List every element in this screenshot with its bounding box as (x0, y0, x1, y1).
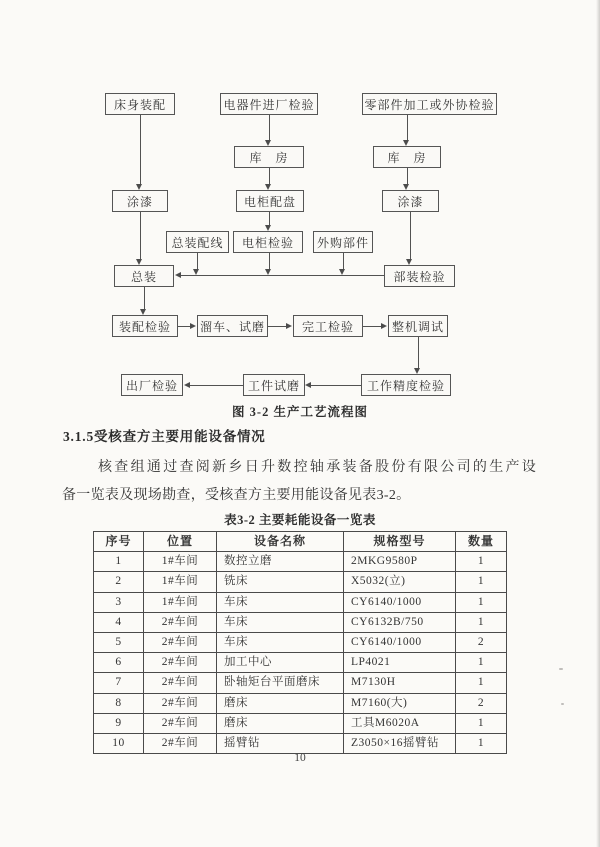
table-cell: 8 (94, 693, 144, 713)
table-cell: 数控立磨 (217, 552, 344, 572)
table-cell: 铣床 (217, 572, 344, 592)
arrow-down-icon (414, 368, 420, 374)
table-cell: 2#车间 (144, 612, 217, 632)
table-row (94, 572, 507, 592)
flow-node-assembly-inspection: 装配检验 (112, 315, 178, 337)
table-cell: 工具M6020A (344, 713, 456, 733)
flow-connector (311, 385, 361, 386)
flow-connector (363, 326, 381, 327)
table-cell: 2 (94, 572, 144, 592)
table-cell: 9 (94, 713, 144, 733)
table-cell: 车床 (217, 632, 344, 652)
table-cell: CY6140/1000 (344, 632, 456, 652)
paragraph-line: 核查组通过查阅新乡日升数控轴承装备股份有限公司的生产设 (98, 460, 539, 475)
flow-connector (190, 385, 243, 386)
table-row (94, 653, 507, 673)
table-cell: 1 (456, 612, 507, 632)
table-header-row (94, 532, 507, 552)
table-cell: LP4021 (344, 653, 456, 673)
flow-connector (268, 326, 286, 327)
arrow-down-icon (140, 309, 146, 315)
flow-node-paint-right: 涂漆 (382, 190, 439, 212)
flow-connector (269, 115, 270, 140)
table-row (94, 673, 507, 693)
flow-connector (418, 337, 419, 368)
arrow-down-icon (265, 140, 271, 146)
table-row (94, 693, 507, 713)
table-cell: 1 (94, 552, 144, 572)
table-cell: M7160(大) (344, 693, 456, 713)
table-row (94, 612, 507, 632)
arrow-right-icon (190, 323, 196, 329)
table-cell: 1 (456, 733, 507, 753)
table-cell: M7130H (344, 673, 456, 693)
table-header-cell: 设备名称 (217, 532, 344, 552)
table-cell: CY6132B/750 (344, 612, 456, 632)
table-cell: 加工中心 (217, 653, 344, 673)
table-cell: 5 (94, 632, 144, 652)
table-cell: 2#车间 (144, 713, 217, 733)
table-cell: 2#车间 (144, 632, 217, 652)
table-header-cell: 位置 (144, 532, 217, 552)
flow-node-warehouse-right: 库 房 (373, 146, 441, 168)
flow-node-sub-assembly-check: 部装检验 (384, 265, 455, 287)
table-cell: 车床 (217, 592, 344, 612)
production-flowchart (0, 0, 600, 422)
figure-caption: 图 3-2 生产工艺流程图 (232, 405, 368, 419)
flow-node-cabinet-check: 电柜检验 (233, 231, 303, 253)
table-cell: 7 (94, 673, 144, 693)
table-cell: 1 (456, 592, 507, 612)
table-cell: 2MKG9580P (344, 552, 456, 572)
arrow-right-icon (286, 323, 292, 329)
flow-connector (410, 212, 411, 259)
table-cell: CY6140/1000 (344, 592, 456, 612)
table-caption: 表3-2 主要耗能设备一览表 (224, 513, 376, 527)
paragraph-line: 备一览表及现场勘查，受核查方主要用能设备见表3-2。 (62, 488, 411, 503)
scan-speck (559, 668, 563, 670)
flow-connector (269, 212, 270, 225)
flow-node-bed-assembly: 床身装配 (105, 93, 175, 115)
flow-connector (407, 115, 408, 140)
table-cell: 卧轴矩台平面磨床 (217, 673, 344, 693)
flow-node-completion-check: 完工检验 (293, 315, 363, 337)
body-paragraph (62, 459, 548, 505)
arrow-down-icon (406, 259, 412, 265)
table-cell: 磨床 (217, 713, 344, 733)
table-cell: 2#车间 (144, 733, 217, 753)
flow-node-factory-check: 出厂检验 (121, 374, 183, 396)
table-cell: 2 (456, 632, 507, 652)
flow-node-workpiece-trial: 工件试磨 (243, 374, 305, 396)
flow-connector (269, 253, 270, 269)
flow-connector (140, 212, 141, 259)
flow-connector (407, 168, 408, 184)
table-header-cell: 数量 (456, 532, 507, 552)
table-row (94, 713, 507, 733)
scan-speck (561, 703, 564, 705)
arrow-down-icon (403, 184, 409, 190)
flow-node-purchased-parts: 外购部件 (313, 231, 373, 253)
flow-connector (181, 275, 384, 276)
table-cell: 1 (456, 713, 507, 733)
table-cell: 车床 (217, 612, 344, 632)
table-header-cell: 序号 (94, 532, 144, 552)
flow-node-electrical-incoming: 电器件进厂检验 (220, 93, 318, 115)
flow-connector (140, 115, 141, 184)
arrow-down-icon (265, 184, 271, 190)
table-cell: 1 (456, 572, 507, 592)
flow-node-final-assembly: 总装 (114, 265, 174, 287)
table-cell: 1 (456, 653, 507, 673)
arrow-down-icon (136, 259, 142, 265)
table-row (94, 632, 507, 652)
table-cell: 2#车间 (144, 693, 217, 713)
page-number: 10 (294, 752, 306, 764)
flow-node-precision-check: 工作精度检验 (361, 374, 451, 396)
table-cell: Z3050×16摇臂钻 (344, 733, 456, 753)
table-cell: 3 (94, 592, 144, 612)
table-cell: 1#车间 (144, 592, 217, 612)
table-cell: 摇臂钻 (217, 733, 344, 753)
table-cell: 2#车间 (144, 653, 217, 673)
table-row (94, 552, 507, 572)
flow-node-assembly-line: 总装配线 (166, 231, 229, 253)
table-cell: 1#车间 (144, 552, 217, 572)
flow-node-parts-processing: 零部件加工或外协检验 (362, 93, 497, 115)
table-cell: 1 (456, 673, 507, 693)
table-cell: 2 (456, 693, 507, 713)
flow-connector (343, 253, 344, 269)
equipment-table-body (94, 552, 507, 754)
arrow-down-icon (265, 225, 271, 231)
flow-connector (269, 168, 270, 184)
table-row (94, 592, 507, 612)
flow-node-machine-debug: 整机调试 (388, 315, 448, 337)
arrow-down-icon (136, 184, 142, 190)
equipment-table (93, 531, 507, 754)
flow-connector (178, 326, 190, 327)
arrow-left-icon (175, 272, 181, 278)
table-cell: 1#车间 (144, 572, 217, 592)
table-cell: 磨床 (217, 693, 344, 713)
arrow-right-icon (381, 323, 387, 329)
flow-node-cabinet-panel: 电柜配盘 (236, 190, 304, 212)
table-header-cell: 规格型号 (344, 532, 456, 552)
flow-connector (144, 287, 145, 309)
table-cell: 10 (94, 733, 144, 753)
table-cell: 4 (94, 612, 144, 632)
table-row (94, 733, 507, 753)
flow-node-run-in-trial: 溜车、试磨 (197, 315, 268, 337)
section-heading: 3.1.5受核查方主要用能设备情况 (63, 429, 266, 444)
flow-node-paint-left: 涂漆 (112, 190, 168, 212)
scan-edge-shadow (596, 0, 600, 847)
table-cell: 2#车间 (144, 673, 217, 693)
table-cell: X5032(立) (344, 572, 456, 592)
table-cell: 1 (456, 552, 507, 572)
flow-node-warehouse-mid: 库 房 (234, 146, 304, 168)
arrow-down-icon (403, 140, 409, 146)
table-cell: 6 (94, 653, 144, 673)
flow-connector (197, 253, 198, 269)
